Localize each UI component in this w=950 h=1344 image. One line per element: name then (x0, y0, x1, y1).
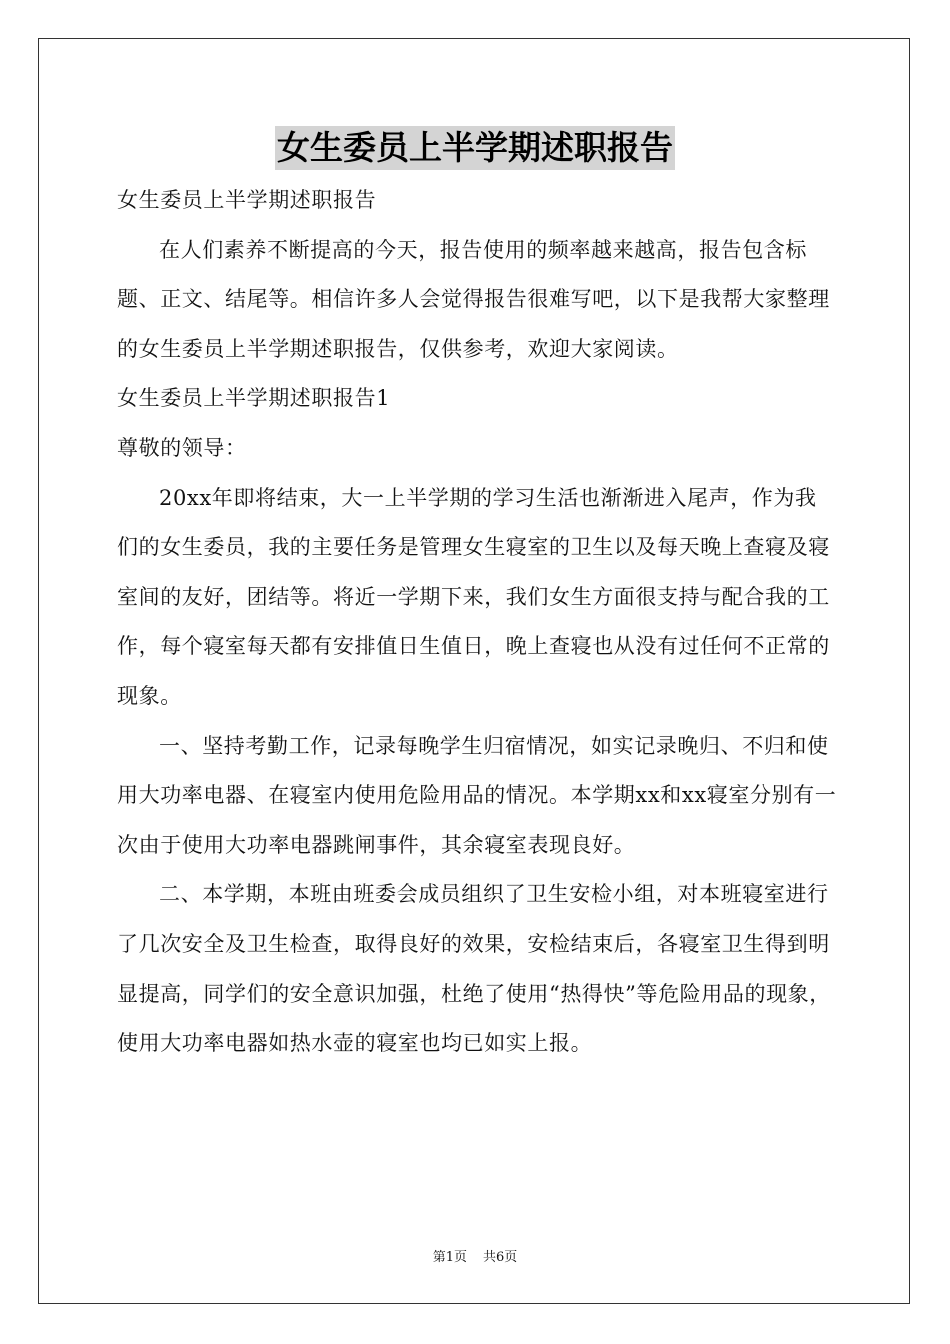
title-container (0, 126, 950, 170)
paragraph-salutation: 尊敬的领导： (117, 435, 247, 460)
document-title: 女生委员上半学期述职报告 (275, 126, 675, 170)
paragraph-subtitle: 女生委员上半学期述职报告 (117, 188, 377, 212)
paragraph-point-one: 一、坚持考勤工作，记录每晚学生归宿情况，如实记录晚归、不归和使用大功率电器、在寝室内使用危险用品的情况。本学期xx和xx寝室分别有一次由于使用大功率电器跳闸事件，其余寝室表现良好。 (117, 733, 837, 857)
document-body (117, 176, 837, 1069)
page-total: 共6页 (483, 1250, 518, 1265)
page-number: 第1页 (432, 1250, 467, 1265)
paragraph-point-two: 二、本学期，本班由班委会成员组织了卫生安检小组，对本班寝室进行了几次安全及卫生检查，取得良好的效果，安检结束后，各寝室卫生得到明显提高，同学们的安全意识加强，杜绝了使用“热得快”等危险用品的现象，使用大功率电器如热水壶的寝室也均已如实上报。 (117, 882, 831, 1056)
paragraph-section-heading: 女生委员上半学期述职报告1 (117, 386, 391, 411)
paragraph-overview: 20xx年即将结束，大一上半学期的学习生活也渐渐进入尾声，作为我们的女生委员，我的主要任务是管理女生寝室的卫生以及每天晚上查寝及寝室间的友好，团结等。将近一学期下来，我们女生方面很支持与配合我的工作，每个寝室每天都有安排值日生值日，晚上查寝也从没有过任何不正常的现象。 (117, 485, 830, 708)
page-footer (0, 1246, 950, 1265)
paragraph-intro: 在人们素养不断提高的今天，报告使用的频率越来越高，报告包含标题、正文、结尾等。相信许多人会觉得报告很难写吧，以下是我帮大家整理的女生委员上半学期述职报告，仅供参考，欢迎大家阅读。 (117, 237, 830, 361)
